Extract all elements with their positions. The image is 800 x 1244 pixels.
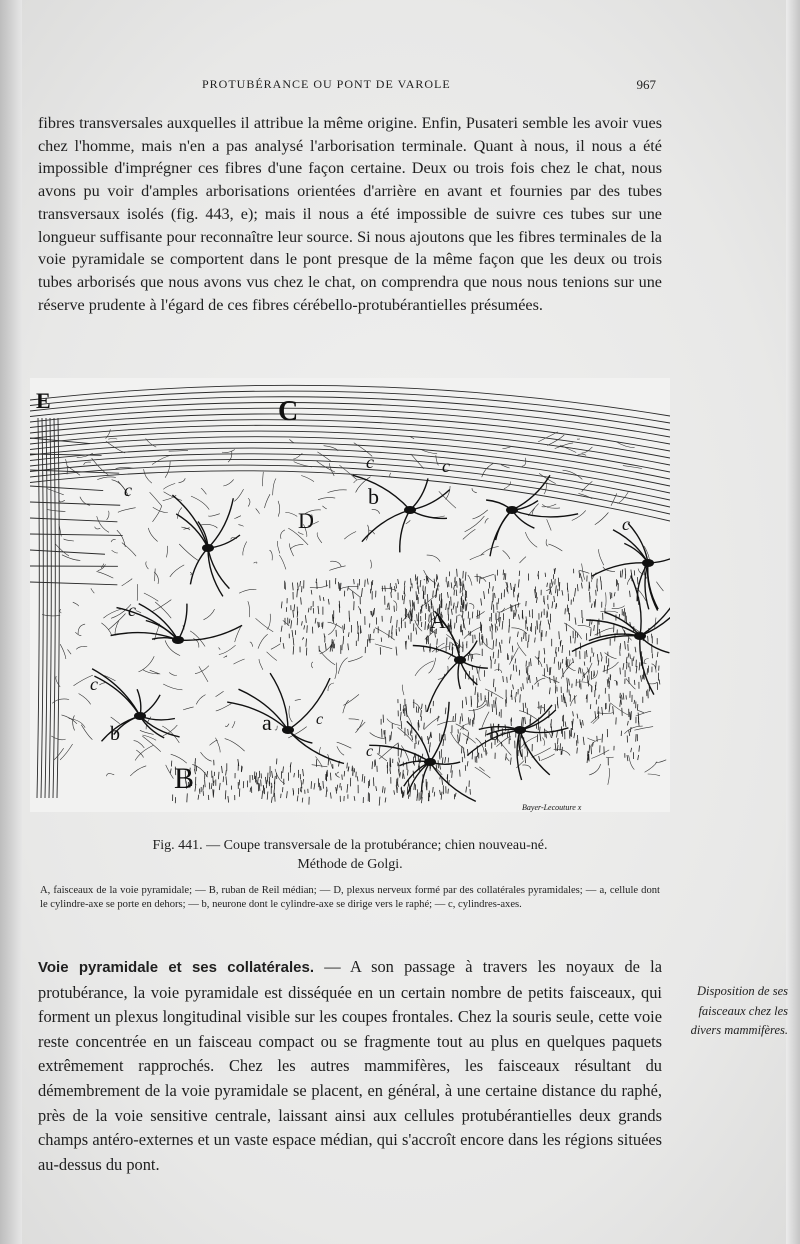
bundle-fiber	[602, 734, 603, 743]
label-B: B	[174, 762, 195, 795]
label-c-6: c	[622, 514, 630, 534]
label-c-1: c	[366, 452, 374, 472]
bundle-fiber	[426, 605, 427, 609]
bundle-fiber	[620, 668, 621, 675]
bundle-fiber	[404, 790, 405, 796]
figure-legend: A, faisceaux de la voie pyramidale; — B, ruban de Reil médian; — D, plexus nerveux formé par des collatérales pyramidales; — a, cellule dont le cylindre-axe se porte en dehors; — b, neurone dont le cylindre-axe se dirige vers le raphé; — c, cylindres-axes.	[40, 885, 660, 910]
page-number: 967	[636, 77, 656, 92]
bundle-fiber	[523, 703, 524, 712]
caption-line-1: Fig. 441. — Coupe transversale de la protubérance; chien nouveau-né.	[152, 838, 548, 853]
bundle-fiber	[456, 616, 457, 623]
bundle-fiber	[463, 618, 464, 623]
bundle-fiber	[634, 680, 635, 685]
label-b-3: b	[490, 724, 499, 744]
figure-golgi-illustration	[30, 378, 670, 812]
bundle-fiber	[469, 631, 470, 636]
bundle-fiber	[365, 580, 366, 587]
bundle-fiber	[281, 794, 282, 798]
bundle-fiber	[582, 618, 583, 623]
bundle-fiber	[648, 636, 649, 642]
bundle-fiber	[373, 777, 374, 786]
bundle-fiber	[521, 687, 522, 691]
bundle-fiber	[339, 604, 340, 612]
bundle-fiber	[429, 745, 430, 752]
section-heading: Voie pyramidale et ses collatérales.	[38, 959, 315, 976]
label-c-5: c	[366, 743, 374, 760]
bundle-fiber	[457, 581, 458, 587]
bundle-fiber	[519, 571, 520, 576]
bundle-fiber	[223, 776, 224, 782]
bundle-fiber	[388, 603, 389, 607]
bundle-fiber	[199, 789, 200, 794]
bundle-fiber	[418, 612, 419, 621]
bundle-fiber	[567, 685, 568, 692]
bundle-fiber	[453, 716, 454, 721]
label-b-2: b	[110, 723, 120, 745]
bundle-fiber	[520, 694, 521, 702]
label-c-3: c	[442, 456, 450, 476]
bundle-fiber	[408, 780, 409, 786]
bundle-fiber	[425, 586, 426, 595]
bundle-fiber	[462, 746, 463, 754]
bundle-fiber	[569, 690, 570, 696]
section-dash: —	[314, 957, 350, 976]
bundle-fiber	[460, 770, 461, 777]
bundle-fiber	[463, 571, 464, 579]
bundle-fiber	[464, 623, 465, 628]
bundle-fiber	[326, 580, 327, 586]
bundle-fiber	[437, 639, 438, 645]
bundle-fiber	[318, 778, 319, 787]
bundle-fiber	[511, 604, 512, 611]
golgi-drawing	[30, 378, 670, 812]
bundle-fiber	[560, 743, 561, 750]
page-edge-shadow	[786, 0, 800, 1244]
bundle-fiber	[468, 655, 469, 660]
bundle-fiber	[516, 692, 517, 697]
bundle-fiber	[507, 677, 508, 683]
bundle-fiber	[451, 597, 452, 606]
bundle-fiber	[342, 775, 343, 780]
bundle-fiber	[358, 626, 359, 634]
bundle-fiber	[545, 573, 546, 577]
bundle-fiber	[472, 612, 473, 619]
bundle-fiber	[490, 617, 491, 621]
bundle-fiber	[372, 580, 373, 585]
bundle-fiber	[588, 751, 589, 757]
plexus-fiber	[424, 579, 425, 580]
bundle-fiber	[489, 582, 490, 588]
bundle-fiber	[274, 790, 275, 798]
running-head	[40, 77, 660, 95]
bundle-fiber	[289, 619, 290, 624]
figure-caption	[60, 836, 640, 874]
bundle-fiber	[630, 654, 631, 659]
label-E: E	[36, 388, 51, 413]
bundle-fiber	[562, 659, 563, 664]
bundle-fiber	[546, 631, 547, 637]
label-c-8: c	[90, 674, 98, 694]
figure-background	[30, 378, 670, 812]
bundle-fiber	[434, 792, 435, 797]
paragraph-continued: fibres transversales auxquelles il attribue la même origine. Enfin, Pusateri semble les avoir vues chez l'homme, mais n'en a pas analysé l'arborisation terminale. Quant à nous, il nous a été impossible d'imprégner ces fibres d'une façon certaine. Deux ou trois fois chez le chat, nous avons pu voir d'amples arborisations orientées d'arrière en avant et fournies par des tubes transversaux isolés (fig. 443, e); mais il nous a été impossible de suivre ces tubes sur une longueur suffisante pour reconnaître leur source. Si nous ajoutons que les fibres terminales de la voie pyramidale se comportent dans le pont presque de la même façon que les deux ou trois tubes arborisés que nous avons vus chez le chat, on comprendra que nous nous tenions sur une réserve prudente à l'égard de ces fibres cérébello-protubérantielles présumées.	[38, 114, 662, 314]
bundle-fiber	[439, 594, 440, 601]
bundle-fiber	[385, 586, 386, 592]
bundle-fiber	[554, 676, 555, 683]
bundle-fiber	[455, 623, 456, 629]
bundle-fiber	[426, 705, 427, 712]
bundle-fiber	[597, 579, 598, 588]
bundle-fiber	[590, 704, 591, 709]
bundle-fiber	[565, 608, 566, 614]
bundle-fiber	[450, 642, 451, 650]
label-c-4: c	[128, 600, 136, 620]
bundle-fiber	[339, 582, 340, 589]
bundle-fiber	[209, 783, 210, 790]
bundle-fiber	[487, 700, 488, 706]
bundle-fiber	[448, 789, 449, 794]
label-A: A	[430, 608, 446, 633]
bundle-fiber	[509, 625, 510, 633]
label-b-1: b	[368, 484, 379, 509]
bundle-fiber	[307, 625, 308, 633]
label-c-7: c	[316, 711, 324, 728]
bundle-fiber	[239, 780, 240, 786]
section-text: A son passage à travers les noyaux de la protubérance, la voie pyramidale est disséquée en un certain nombre de petits faisceaux, qui forment un plexus longitudinal visible sur les coupes frontales. Chez la souris seule, cette voie reste concentrée en un faisceau compact ou se fragmente tout au plus en quelques paquets extrêmement rapprochés. Chez les autres mammifères, les faisceaux résultant du démembrement de la voie pyramidale se placent, en général, à une certaine distance du raphé, près de la voie sensitive centrale, laissant ainsi aux cellules protubérantielles deux grands champs antéro-externes et un vaste espace médian, qui s'accroît encore dans les régions situées au-dessus du pont.	[38, 957, 662, 1174]
running-head-title: PROTUBÉRANCE OU PONT DE VAROLE	[202, 77, 451, 91]
bundle-fiber	[558, 738, 559, 745]
bundle-fiber	[352, 766, 353, 771]
label-D: D	[298, 508, 314, 533]
margin-note: Disposition de ses faisceaux chez les divers mammifères.	[690, 984, 788, 1037]
bundle-fiber	[455, 577, 456, 583]
label-a: a	[262, 710, 272, 735]
section-paragraph	[38, 955, 662, 1177]
bundle-fiber	[487, 638, 488, 645]
bundle-fiber	[208, 795, 209, 800]
bundle-fiber	[408, 770, 409, 776]
bundle-fiber	[250, 788, 251, 792]
bundle-fiber	[332, 614, 333, 621]
page-binding-shadow	[0, 0, 22, 1244]
bundle-fiber	[518, 593, 519, 598]
label-c-2: c	[124, 480, 132, 500]
bundle-fiber	[495, 575, 496, 581]
bundle-fiber	[536, 592, 537, 598]
label-C: C	[278, 396, 299, 427]
bundle-fiber	[503, 570, 504, 576]
engraver-signature: Bayer-Lecouture x	[522, 803, 582, 812]
caption-line-2: Méthode de Golgi.	[297, 857, 403, 872]
bundle-fiber	[328, 759, 329, 766]
